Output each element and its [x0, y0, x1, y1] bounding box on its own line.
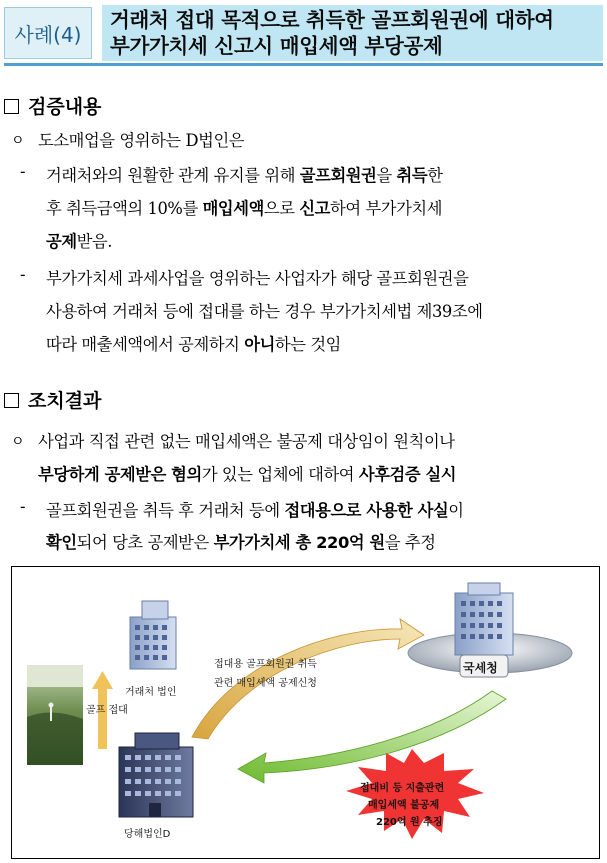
circle-bullet-icon: ㅇ [11, 133, 25, 149]
client-building-icon [130, 601, 176, 669]
dash-icon: - [20, 162, 26, 181]
section2-dash-line1: 골프회원권을 취득 후 거래처 등에 접대용으로 사용한 사실이 [46, 501, 464, 520]
golf-label: 골프 접대 [86, 705, 128, 716]
client-label: 거래처 법인 [125, 687, 177, 698]
section1-dash2-line2: 사용하여 거래처 등에 접대를 하는 경우 부가가치세법 제39조에 [46, 302, 483, 321]
section-heading-verification: 검증내용 [4, 92, 101, 119]
section2-bullet-line1: 사업과 직접 관련 없는 매입세액은 불공제 대상임이 원칙이나 [38, 432, 455, 451]
section1-dash1-line1: 거래처와의 원활한 관계 유지를 위해 골프회원권을 취득한 [46, 166, 443, 185]
section1-bullet: 도소매업을 영위하는 D법인은 [38, 131, 245, 150]
header [4, 5, 603, 63]
arrow1-text-line1: 접대용 골프회원권 취득 [214, 659, 317, 670]
header-rule [4, 63, 603, 66]
dash-icon: - [20, 497, 26, 516]
section1-dash2-line3: 따라 매출세액에서 공제하지 아니하는 것임 [46, 335, 342, 354]
checkbox-square-icon [4, 99, 19, 114]
burst-text-line3: 220억 원 추징 [376, 817, 443, 828]
flow-diagram [11, 566, 600, 859]
page-title [102, 5, 603, 61]
company-building-icon [119, 733, 193, 817]
section1-dash1-line3: 공제받음. [46, 232, 113, 251]
burst-text-line2: 매입세액 불공제 [368, 800, 440, 811]
burst-text-line1: 접대비 등 지출관련 [360, 783, 445, 794]
golf-course-image [27, 665, 83, 765]
title-line-1: 거래처 접대 목적으로 취득한 골프회원권에 대하여 [110, 8, 554, 32]
nts-label: 국세청 [463, 661, 498, 675]
case-label: 사례(4) [4, 7, 92, 59]
section-heading-result: 조치결과 [4, 386, 101, 413]
arrow1-text-line2: 관련 매입세액 공제신청 [214, 678, 317, 689]
circle-bullet-icon: ㅇ [11, 434, 25, 450]
checkbox-square-icon [4, 393, 19, 408]
dash-icon: - [20, 265, 26, 284]
title-line-2: 부가가치세 신고시 매입세액 부당공제 [110, 34, 443, 58]
section1-dash2-line1: 부가가치세 과세사업을 영위하는 사업자가 해당 골프회원권을 [46, 269, 469, 288]
company-label: 당해법인D [124, 829, 171, 840]
section2-dash-line2: 확인되어 당초 공제받은 부가가치세 총 220억 원을 추정 [46, 533, 436, 552]
section1-dash1-line2: 후 취득금액의 10%를 매입세액으로 신고하여 부가가치세 [46, 199, 443, 218]
section2-bullet-line2: 부당하게 공제받은 혐의가 있는 업체에 대하여 사후검증 실시 [38, 465, 457, 484]
